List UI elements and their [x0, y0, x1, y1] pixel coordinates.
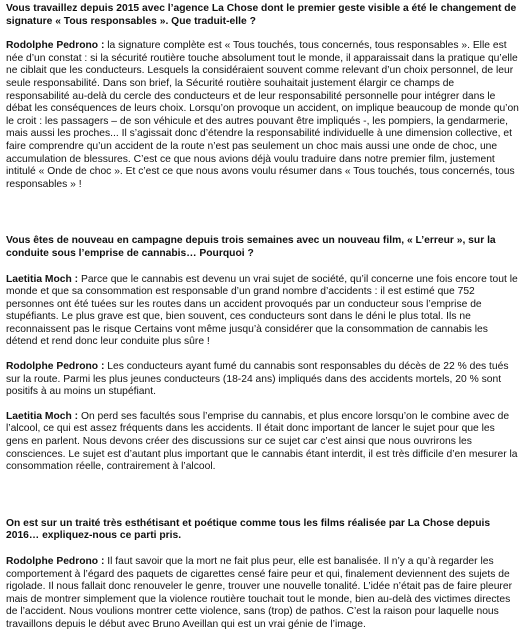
answer-text: Parce que le cannabis est devenu un vrai sujet de société, qu’il concerne une fois encore tout le monde et que sa consommation est responsable d’un grand nombre d’accidents : il est estimé que 752 personnes ont été tuées sur les routes dans un accident provoqués par un conducteur sous l’emprise de stupéfiants. Le plus grave est que, bien souvent, ces conducteurs sont dans le déni le plus total. Ils ne reconnaissent pas le risque Certains vont même jusqu’à considérer que la consommation de cannabis les détend et rend donc leur conduite plus sûre ! [6, 273, 518, 348]
answer-paragraph [6, 556, 519, 632]
answer-paragraph [6, 274, 519, 350]
speaker-name: Rodolphe Pedrono : [6, 40, 105, 52]
answer-paragraph [6, 361, 519, 399]
speaker-name: Laetitia Moch : [6, 273, 79, 285]
answer-text: la signature complète est « Tous touchés, tous concernés, tous responsables ». Elle est née d’un constat : si la sécurité routière touche absolument tout le monde, il apparaissait dans la pratique qu’elle ne ciblait que les conducteurs. Lesquels la considéraient souvent comme relevant d’un choix personnel, de leur seule responsabilité. Dans son brief, la Sécurité routière souhaitait justement élargir ce champs de responsabilité au-delà du cercle des conducteurs et de leur responsabilité personnelle pour intégrer dans le débat les conséquences de leurs choix. Lorsqu’on provoque un accident, on implique beaucoup de monde qu’on le croit : les passagers – de son véhicule et des autres pouvant être impliqués -, les pompiers, la gendarmerie, mais aussi les proches... Il s’agissait donc d’étendre la responsabilité individuelle à une dimension collective, et faire comprendre qu’un accident de la route n’est pas seulement un choc mais aussi une onde de choc, une accumulation de blessures. C’est ce que nous avions déjà voulu traduire dans notre premier film, justement intitulé « Onde de choc ». Et c’est ce que nous avons voulu résumer dans « Tous touchés, tous concernés, tous responsables » ! [6, 40, 519, 190]
answer-text: On perd ses facultés sous l’emprise du cannabis, et plus encore lorsqu’on le combine avec de l’alcool, ce qui est assez fréquents dans les accidents. Il était donc important de lancer le sujet pour que les gens en parlent. Nous devons créer des discussions sur ce sujet car c’est ainsi que nous ouvrirons les consciences. Le sujet est d’autant plus important que le cannabis étant interdit, il est très difficile d’en mesurer la consommation réelle, contrairement à l’alcool. [6, 410, 518, 473]
speaker-name: Laetitia Moch : [6, 410, 79, 422]
answer-paragraph [6, 411, 519, 474]
answer-text: Les conducteurs ayant fumé du cannabis sont responsables du décès de 22 % des tués sur la route. Parmi les plus jeunes conducteurs (18-24 ans) impliqués dans des accidents mortels, 20 % sont positifs à au moins un stupéfiant. [6, 361, 509, 398]
question-heading: Vous êtes de nouveau en campagne depuis trois semaines avec un nouveau film, « L’erreur », sur la conduite sous l’emprise de cannabis… Pourquoi ? [6, 235, 496, 259]
speaker-name: Rodolphe Pedrono : [6, 361, 105, 373]
question-heading: On est sur un traité très esthétisant et poétique comme tous les films réalisée par La Chose depuis 2016… expliquez-nous ce parti pris. [6, 517, 491, 542]
answer-text: Il faut savoir que la mort ne fait plus peur, elle est banalisée. Il n’y a qu’à regarder les comportement à l’égard des paquets de cigarettes censé faire peur et qui, finalement deviennent des sujets de rigolade. Il nous fallait donc renouveler le genre, trouver une nouvelle tonalité. L’idée n’était pas de faire pleurer mais de montrer simplement que la violence routière touchait tout le monde, bien au-delà des victimes directes de l’accident. Nous voulions montrer cette violence, sans (trop) de pathos. C’est la raison pour laquelle nous travaillons depuis le début avec Bruno Aveillan qui est un vrai génie de l’image. [6, 556, 513, 630]
answer-paragraph [6, 40, 519, 191]
speaker-name: Rodolphe Pedrono : [6, 556, 105, 567]
question-heading: Vous travaillez depuis 2015 avec l’agence La Chose dont le premier geste visible a été le changement de signature « Tous responsables ». Que traduit-elle ? [6, 3, 517, 27]
